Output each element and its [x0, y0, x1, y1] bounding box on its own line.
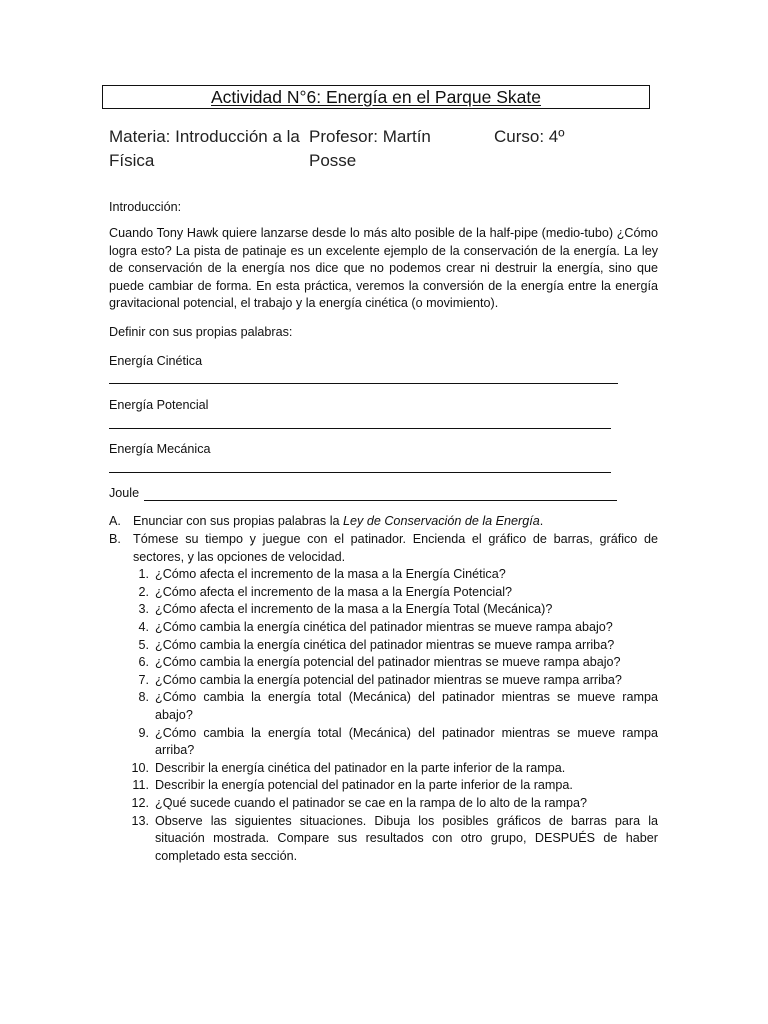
question-text: ¿Cómo cambia la energía potencial del patinador mientras se mueve rampa arriba? [155, 672, 622, 687]
question-text: ¿Cómo cambia la energía cinética del patinador mientras se mueve rampa abajo? [155, 619, 613, 634]
question-text: ¿Cómo afecta el incremento de la masa a la Energía Total (Mecánica)? [155, 602, 553, 617]
question-text: ¿Cómo afecta el incremento de la masa a la Energía Cinética? [155, 567, 506, 582]
question-text: ¿Cómo cambia la energía total (Mecánica) del patinador mientras se mueve rampa abajo? [155, 690, 658, 722]
item-b [109, 531, 658, 865]
question-number: 6. [138, 655, 149, 670]
item-a [109, 513, 658, 531]
answer-line-mechanical[interactable] [109, 472, 611, 473]
item-a-text: Enunciar con sus propias palabras la [133, 514, 344, 528]
subject-field: Materia: Introducción a la Física [109, 127, 300, 170]
definition-label-kinetic: Energía Cinética [109, 354, 203, 368]
intro-paragraph: Cuando Tony Hawk quiere lanzarse desde lo más alto posible de la half-pipe (medio-tubo) ¿Cómo logra esto? La pista de patinaje es un excelente ejemplo de la conservación de la energía. La ley de conservación de la energía nos dice que no podemos crear ni destruir la energía, sino que puede cambiar de forma. En esta práctica, veremos la conversión de la energía entre la energía gravitacional potencial, el trabajo y la energía cinética (o movimiento). [109, 226, 658, 311]
question-text: Observe las siguientes situaciones. Dibuja los posibles gráficos de barras para la situación mostrada. Compare sus resultados con otro grupo, DESPUÉS de haber completado esta sección. [155, 813, 658, 863]
document-title: Actividad N°6: Energía en el Parque Skate [102, 85, 650, 109]
question-number: 4. [138, 619, 149, 634]
list-item [138, 566, 658, 584]
question-number: 3. [138, 602, 149, 617]
list-item [138, 672, 658, 690]
definition-label-potential: Energía Potencial [109, 398, 209, 412]
question-number: 1. [138, 567, 149, 582]
question-number: 12. [131, 795, 149, 810]
question-number: 2. [138, 584, 149, 599]
question-number: 13. [131, 813, 149, 828]
item-a-italic-text: Ley de Conservación de la Energía [343, 514, 540, 528]
question-number: 8. [138, 690, 149, 705]
questions-list [131, 566, 658, 865]
list-item [131, 760, 658, 778]
question-number: 5. [138, 637, 149, 652]
list-item [131, 795, 658, 813]
item-a-text-end: . [539, 514, 544, 528]
question-text: ¿Cómo cambia la energía total (Mecánica) del patinador mientras se mueve rampa arriba? [155, 725, 658, 758]
item-b-marker: B. [109, 532, 121, 546]
list-item [138, 654, 658, 672]
list-item [132, 777, 658, 795]
intro-heading: Introducción: [109, 200, 182, 214]
question-text: ¿Cómo cambia la energía potencial del patinador mientras se mueve rampa abajo? [155, 655, 621, 670]
list-item [138, 725, 658, 760]
question-number: 11. [132, 778, 149, 793]
answer-line-potential[interactable] [109, 428, 611, 429]
item-b-text: Tómese su tiempo y juegue con el patinador. Encienda el gráfico de barras, gráfico de sectores, y las opciones de velocidad. [133, 532, 658, 564]
list-item [138, 637, 658, 655]
grade-field: Curso: 4º [494, 127, 565, 146]
question-number: 7. [138, 672, 149, 687]
definition-label-mechanical: Energía Mecánica [109, 442, 211, 456]
list-item [138, 619, 658, 637]
answer-line-kinetic[interactable] [109, 383, 618, 384]
question-text: ¿Cómo cambia la energía cinética del patinador mientras se mueve rampa arriba? [155, 637, 615, 652]
joule-label: Joule [109, 486, 140, 500]
question-text: Describir la energía potencial del patinador en la parte inferior de la rampa. [155, 778, 573, 793]
list-item [138, 601, 658, 619]
question-text: ¿Cómo afecta el incremento de la masa a la Energía Potencial? [155, 584, 513, 599]
answer-line-joule[interactable] [144, 500, 617, 501]
list-item [131, 813, 658, 866]
list-item [138, 584, 658, 602]
item-a-marker: A. [109, 514, 121, 528]
list-item [138, 689, 658, 724]
definitions-instruction: Definir con sus propias palabras: [109, 325, 293, 339]
question-number: 10. [131, 760, 149, 775]
question-text: Describir la energía cinética del patinador en la parte inferior de la rampa. [155, 760, 566, 775]
question-text: ¿Qué sucede cuando el patinador se cae en la rampa de lo alto de la rampa? [155, 795, 587, 810]
teacher-field: Profesor: Martín Posse [309, 127, 431, 170]
question-number: 9. [138, 725, 149, 740]
